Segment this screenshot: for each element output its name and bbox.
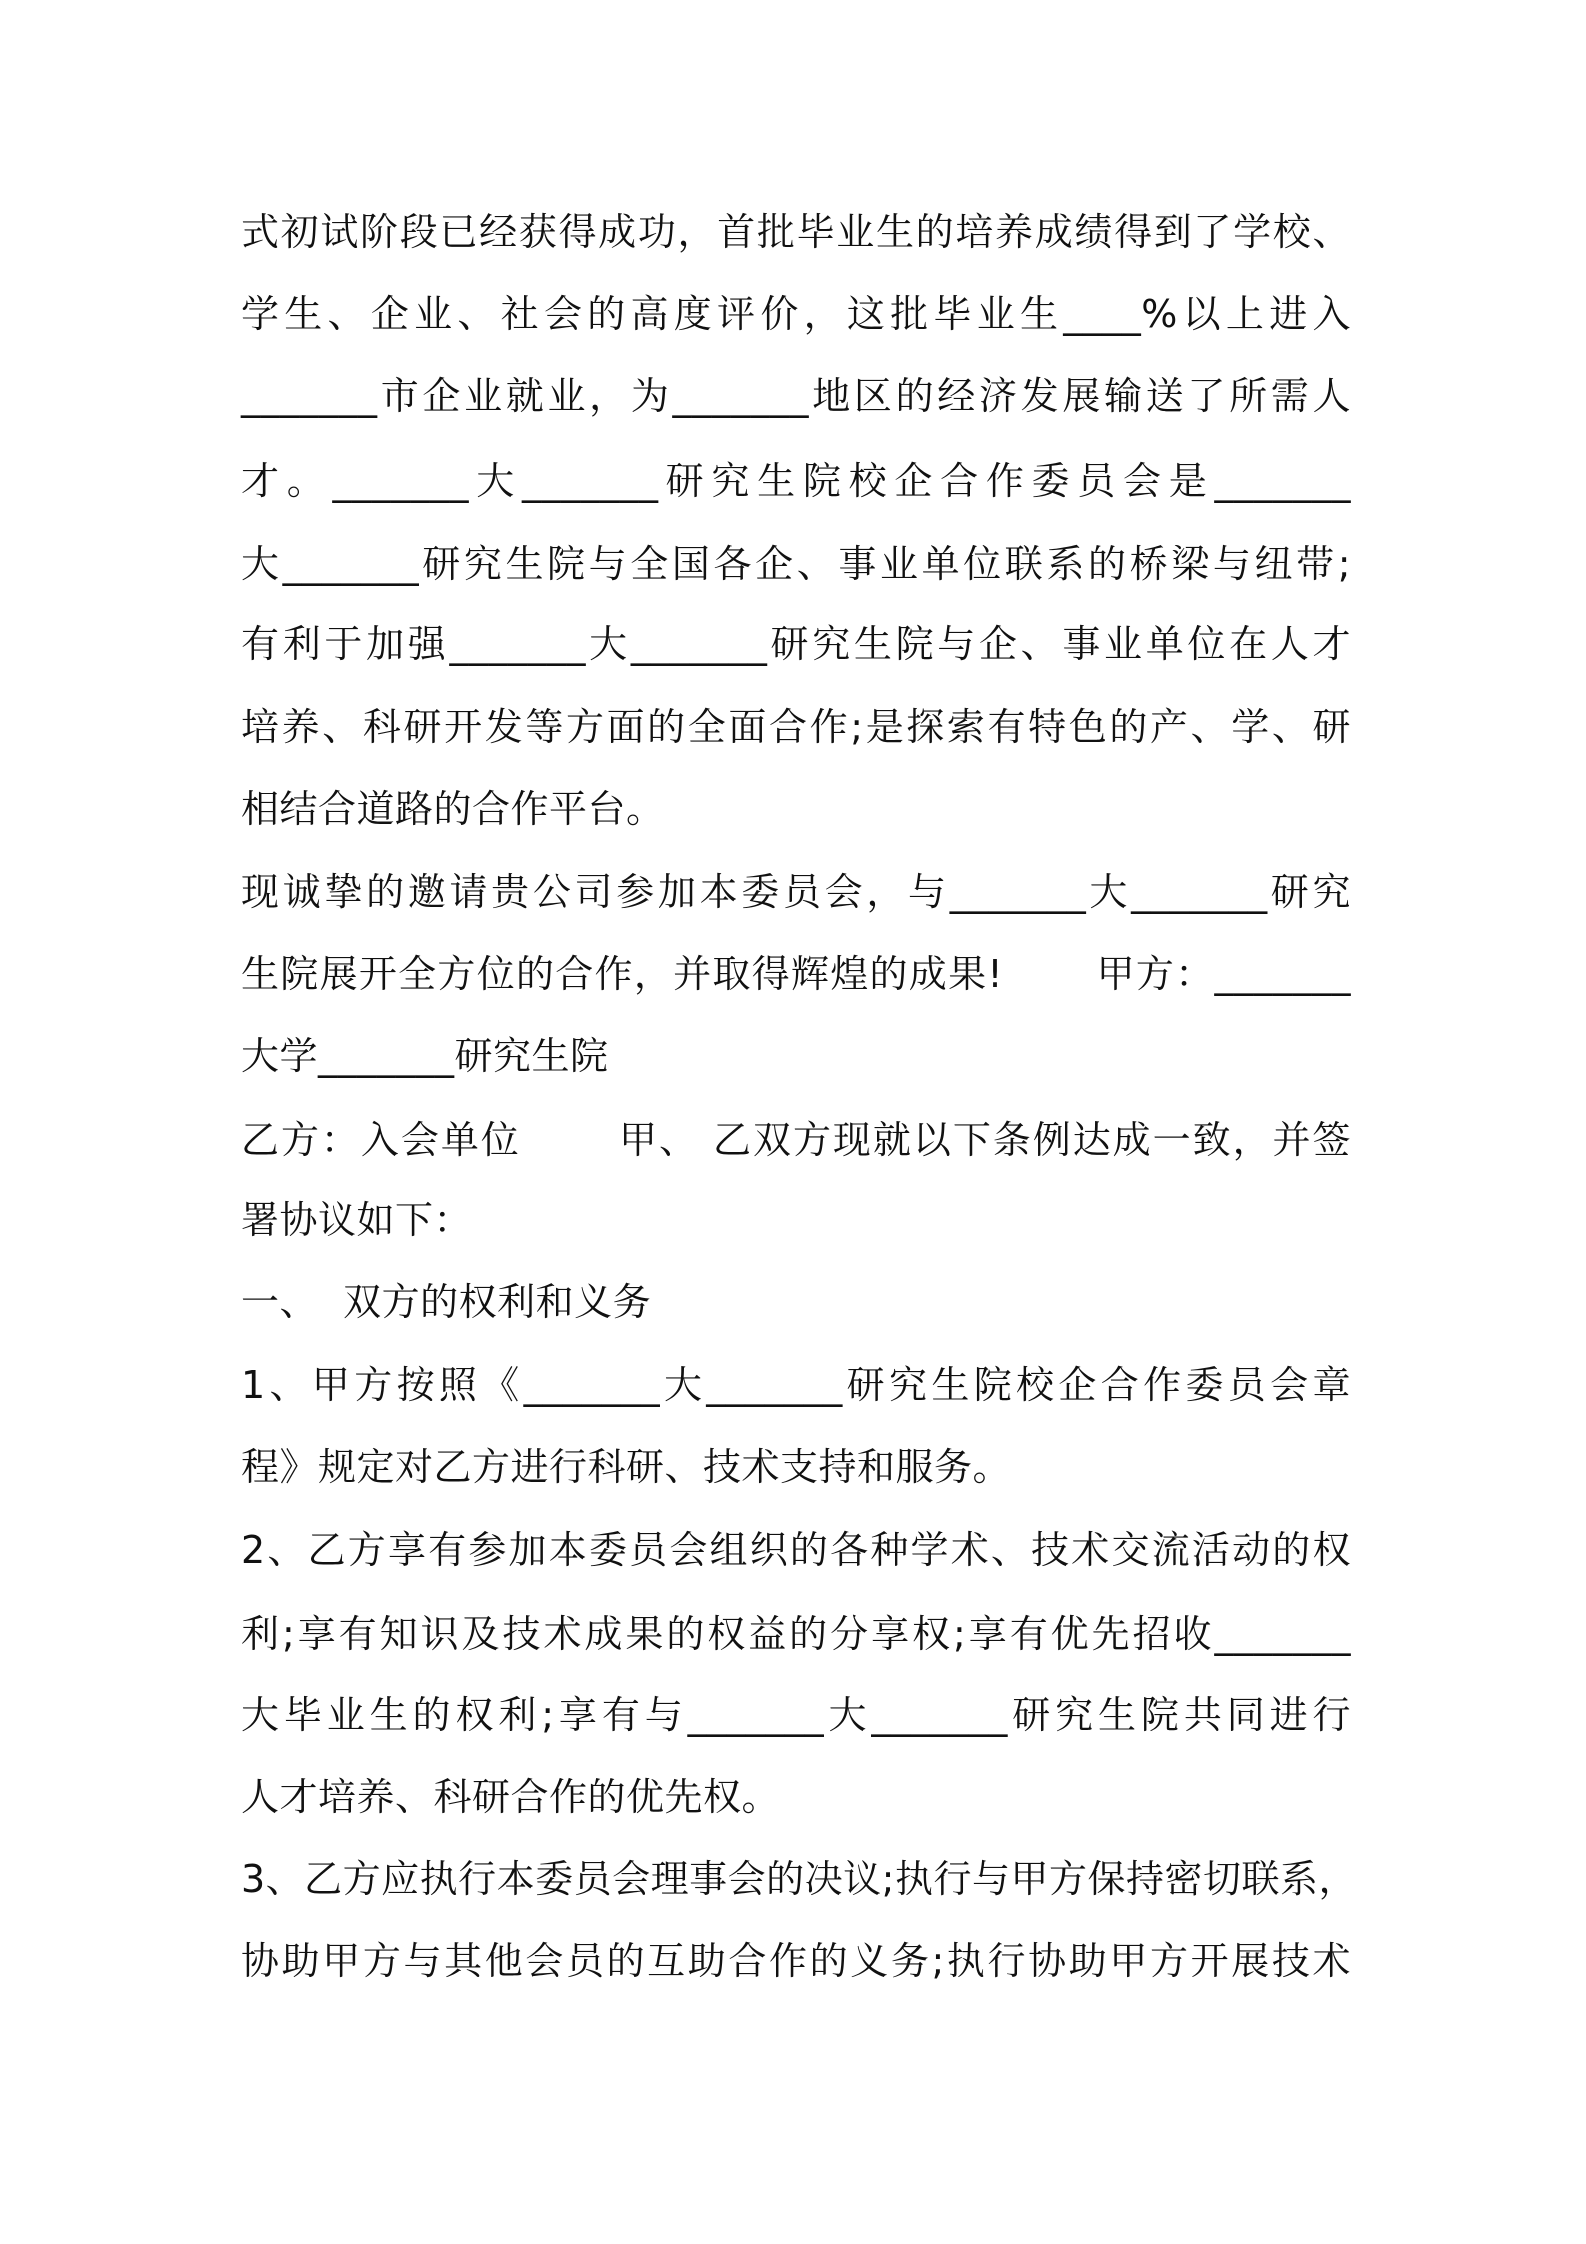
text-line: 3、乙方应执行本委员会理事会的决议;执行与甲方保持密切联系， bbox=[241, 1857, 1357, 1901]
text-line: 现诚挚的邀请贵公司参加本委员会，与_______大_______研究 bbox=[241, 870, 1351, 914]
text-line: _______市企业就业，为_______地区的经济发展输送了所需人 bbox=[241, 374, 1351, 418]
text-line: 学生、企业、社会的高度评价，这批毕业生____%以上进入 bbox=[241, 292, 1351, 336]
text-line: 协助甲方与其他会员的互助合作的义务;执行协助甲方开展技术 bbox=[241, 1939, 1351, 1983]
text-line: 程》规定对乙方进行科研、技术支持和服务。 bbox=[241, 1445, 1012, 1489]
text-line: 大学_______研究生院 bbox=[241, 1034, 609, 1078]
text-line: 生院展开全方位的合作，并取得辉煌的成果! 甲方：_______ bbox=[241, 952, 1351, 996]
text-line: 有利于加强_______大_______研究生院与企、事业单位在人才 bbox=[241, 622, 1351, 666]
text-line: 署协议如下： bbox=[241, 1198, 473, 1242]
text-line: 人才培养、科研合作的优先权。 bbox=[241, 1775, 781, 1819]
text-line: 大毕业生的权利;享有与_______大_______研究生院共同进行 bbox=[241, 1693, 1351, 1737]
text-line: 乙方：入会单位 甲、 乙双方现就以下条例达成一致，并签 bbox=[241, 1118, 1351, 1162]
section-heading: 一、 双方的权利和义务 bbox=[241, 1280, 652, 1324]
text-line: 2、乙方享有参加本委员会组织的各种学术、技术交流活动的权 bbox=[241, 1528, 1351, 1572]
text-line: 相结合道路的合作平台。 bbox=[241, 787, 665, 831]
text-line: 式初试阶段已经获得成功，首批毕业生的培养成绩得到了学校、 bbox=[241, 210, 1351, 254]
text-line: 大_______研究生院与全国各企、事业单位联系的桥梁与纽带; bbox=[241, 542, 1351, 586]
text-line: 利;享有知识及技术成果的权益的分享权;享有优先招收_______ bbox=[241, 1612, 1351, 1656]
text-line: 1、甲方按照《_______大_______研究生院校企合作委员会章 bbox=[241, 1363, 1351, 1407]
text-line: 培养、科研开发等方面的全面合作;是探索有特色的产、学、研 bbox=[241, 705, 1351, 749]
text-line: 才。_______大_______研究生院校企合作委员会是_______ bbox=[241, 459, 1351, 503]
